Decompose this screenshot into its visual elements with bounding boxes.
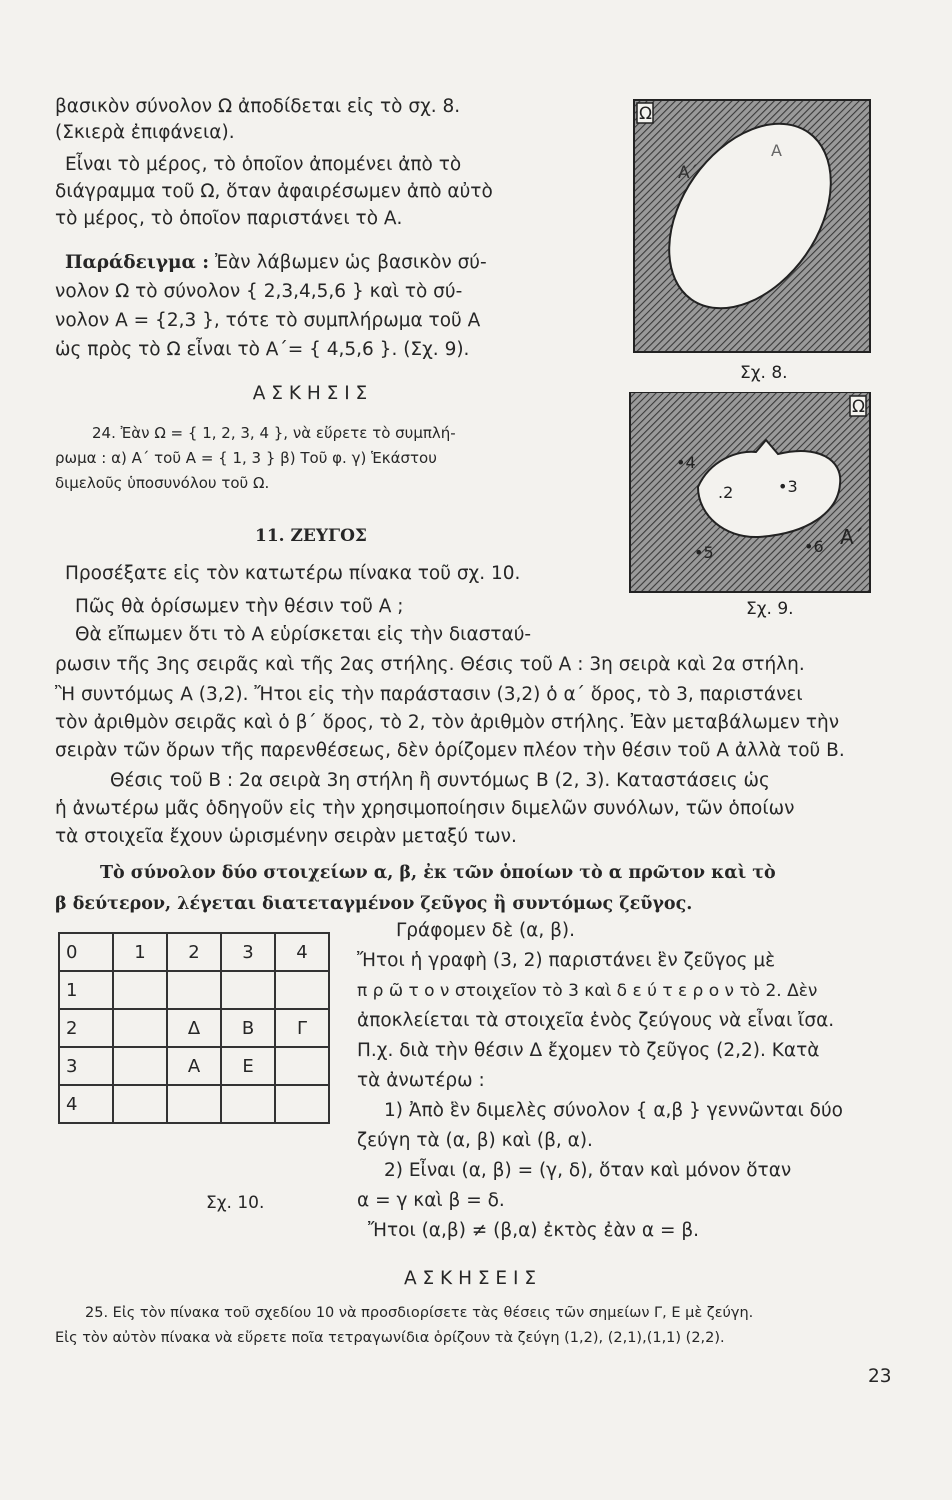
table-cell — [167, 1085, 221, 1123]
right-col-line-3: π ρ ῶ τ ο ν στοιχεῖον τὸ 3 καὶ δ ε ύ τ ε ρ ο ν τὸ 2. Δὲν — [357, 981, 818, 1001]
exercise-25-line-1: 25. Εἰς τὸν πίνακα τοῦ σχεδίου 10 νὰ προσδιορίσετε τὰς θέσεις τῶν σημείων Γ, Ε μὲ ζεύγη. — [85, 1305, 754, 1321]
table-cell: 0 — [59, 933, 113, 971]
omega-label: Ω — [852, 397, 865, 417]
table-cell: 4 — [59, 1085, 113, 1123]
example-line-2: νολον Ω τὸ σύνολον { 2,3,4,5,6 } καὶ τὸ σύ- — [55, 281, 463, 302]
exercise-24-line-3: διμελοῦς ὑποσυνόλου τοῦ Ω. — [55, 474, 270, 492]
table-cell — [167, 971, 221, 1009]
table-cell — [275, 1047, 329, 1085]
para3-line-2: Ἢ συντόμως Α (3,2). Ἤτοι εἰς τὴν παράστασιν (3,2) ὁ α΄ ὅρος, τὸ 3, παριστάνει — [55, 684, 803, 705]
page-number: 23 — [868, 1366, 892, 1387]
figure-9 — [628, 392, 876, 622]
exercise-24-line-2: ρωμα : α) Α΄ τοῦ Α = { 1, 3 } β) Τοῦ φ. γ) Ἑκάστου — [55, 449, 437, 467]
right-col-line-11: Ἤτοι (α,β) ≠ (β,α) ἐκτὸς ἐὰν α = β. — [368, 1220, 700, 1241]
table-cell — [113, 1009, 167, 1047]
omega-label: Ω — [639, 104, 652, 124]
exercises1-heading: Α Σ Κ Η Σ Ι Σ — [252, 383, 368, 404]
table-cell — [113, 1085, 167, 1123]
right-col-line-7: 1) Ἀπὸ ἓν διμελὲς σύνολον { α,β } γεννῶνται δύο — [384, 1100, 843, 1121]
table-cell: 2 — [167, 933, 221, 971]
right-col-line-8: ζεύγη τὰ (α, β) καὶ (β, α). — [357, 1130, 593, 1151]
table-cell — [275, 1085, 329, 1123]
table-cell: Β — [221, 1009, 275, 1047]
exercise-25-line-2: Εἰς τὸν αὐτὸν πίνακα νὰ εὕρετε ποῖα τετραγωνίδια ὁρίζουν τὰ ζεύγη (1,2), (2,1),(1,1) (2,2). — [55, 1330, 725, 1346]
figure-10-caption: Σχ. 10. — [206, 1193, 265, 1213]
example-line-3: νολον Α = {2,3 }, τότε τὸ συμπλήρωμα τοῦ Α — [55, 310, 481, 331]
table-cell: Ε — [221, 1047, 275, 1085]
para3-line-7: τὰ στοιχεῖα ἔχουν ὡρισμένην σειρὰν μεταξύ των. — [55, 826, 517, 847]
para3-line-1: ρωσιν τῆς 3ης σειρᾶς καὶ τῆς 2ας στήλης. Θέσις τοῦ Α : 3η σειρὰ καὶ 2α στήλη. — [55, 654, 805, 675]
table-cell: 4 — [275, 933, 329, 971]
point-3: •3 — [778, 477, 798, 496]
table-cell: Δ — [167, 1009, 221, 1047]
para2-line-1: Προσέξατε εἰς τὸν κατωτέρω πίνακα τοῦ σχ. 10. — [65, 563, 521, 584]
point-4: •4 — [676, 453, 696, 472]
para2-line-3: Θὰ εἴπωμεν ὅτι τὸ Α εὑρίσκεται εἰς τὴν διασταύ- — [75, 624, 532, 645]
table-row — [59, 933, 329, 971]
example-text: Ἐὰν λάβωμεν ὡς βασικὸν σύ- — [214, 252, 487, 273]
table-cell — [113, 1047, 167, 1085]
table-cell: 3 — [59, 1047, 113, 1085]
table-row — [59, 1085, 329, 1123]
figure-8-caption: Σχ. 8. — [740, 363, 788, 383]
definition-line-2: β δεύτερον, λέγεται διατεταγμένον ζεῦγος ἢ συντόμως ζεῦγος. — [55, 894, 693, 914]
point-2: .2 — [718, 483, 734, 502]
table-cell: 2 — [59, 1009, 113, 1047]
para1-line-2: (Σκιερὰ ἐπιφάνεια). — [55, 122, 235, 143]
definition-line-1: Τὸ σύνολον δύο στοιχείων α, β, ἐκ τῶν ὁποίων τὸ α πρῶτον καὶ τὸ — [100, 863, 776, 883]
point-6: •6 — [804, 537, 824, 556]
para3-line-5: Θέσις τοῦ Β : 2α σειρὰ 3η στήλη ἢ συντόμως Β (2, 3). Καταστάσεις ὡς — [110, 770, 770, 791]
table-cell: 1 — [59, 971, 113, 1009]
para3-line-4: σειρὰν τῶν ὅρων τῆς παρενθέσεως, δὲν ὁρίζομεν πλέον τὴν θέσιν τοῦ Α ἀλλὰ τοῦ Β. — [55, 740, 845, 761]
figure-10-table — [58, 932, 330, 1124]
right-col-line-5: Π.χ. διὰ τὴν θέσιν Δ ἔχομεν τὸ ζεῦγος (2,2). Κατὰ — [357, 1040, 820, 1061]
table-cell: Γ — [275, 1009, 329, 1047]
exercise-24-line-1: 24. Ἐὰν Ω = { 1, 2, 3, 4 }, νὰ εὕρετε τὸ συμπλή- — [92, 424, 456, 442]
table-cell: 3 — [221, 933, 275, 971]
right-col-line-9: 2) Εἶναι (α, β) = (γ, δ), ὅταν καὶ μόνον ὅταν — [384, 1160, 792, 1181]
table-row — [59, 971, 329, 1009]
point-5: •5 — [694, 543, 714, 562]
figure-9-caption: Σχ. 9. — [746, 599, 794, 619]
para3-line-3: τὸν ἀριθμὸν σειρᾶς καὶ ὁ β΄ ὅρος, τὸ 2, τὸν ἀριθμὸν στήλης. Ἐὰν μεταβάλωμεν τὴν — [55, 712, 840, 733]
right-col-line-4: ἀποκλείεται τὰ στοιχεῖα ἑνὸς ζεύγους νὰ εἶναι ἴσα. — [357, 1010, 835, 1031]
para1-line-5: τὸ μέρος, τὸ ὁποῖον παριστάνει τὸ Α. — [55, 208, 403, 229]
right-col-line-6: τὰ ἀνωτέρω : — [357, 1070, 485, 1091]
para1-line-4: διάγραμμα τοῦ Ω, ὅταν ἀφαιρέσωμεν ἀπὸ αὐτὸ — [55, 181, 493, 202]
right-col-line-1: Γράφομεν δὲ (α, β). — [396, 920, 576, 941]
right-col-line-10: α = γ καὶ β = δ. — [357, 1190, 505, 1211]
right-col-line-2: Ἤτοι ἡ γραφὴ (3, 2) παριστάνει ἓν ζεῦγος μὲ — [357, 950, 776, 971]
a-prime-label: Α΄ — [678, 163, 699, 183]
table-cell — [113, 971, 167, 1009]
table-cell: 1 — [113, 933, 167, 971]
table-cell: Α — [167, 1047, 221, 1085]
a-prime-label: Α΄ — [840, 525, 864, 549]
section-title: 11. ΖΕΥΓΟΣ — [255, 526, 367, 546]
table-row — [59, 1047, 329, 1085]
table-cell — [221, 971, 275, 1009]
a-label: Α — [771, 141, 782, 160]
para1-line-1: βασικὸν σύνολον Ω ἀποδίδεται εἰς τὸ σχ. 8. — [55, 96, 461, 117]
figure-8 — [628, 98, 876, 388]
para2-line-2: Πῶς θὰ ὁρίσωμεν τὴν θέσιν τοῦ Α ; — [75, 596, 404, 617]
para3-line-6: ἡ ἀνωτέρω μᾶς ὁδηγοῦν εἰς τὴν χρησιμοποίησιν διμελῶν συνόλων, τῶν ὁποίων — [55, 798, 795, 819]
example-label: Παράδειγμα : — [65, 252, 210, 273]
example-line-4: ὡς πρὸς τὸ Ω εἶναι τὸ Α΄= { 4,5,6 }. (Σχ. 9). — [55, 339, 470, 360]
table-cell — [275, 971, 329, 1009]
table-cell — [221, 1085, 275, 1123]
table-row — [59, 1009, 329, 1047]
para1-line-3: Εἶναι τὸ μέρος, τὸ ὁποῖον ἀπομένει ἀπὸ τὸ — [65, 154, 462, 175]
example-line-1 — [65, 252, 487, 274]
exercises2-heading: Α Σ Κ Η Σ Ε Ι Σ — [403, 1268, 537, 1289]
